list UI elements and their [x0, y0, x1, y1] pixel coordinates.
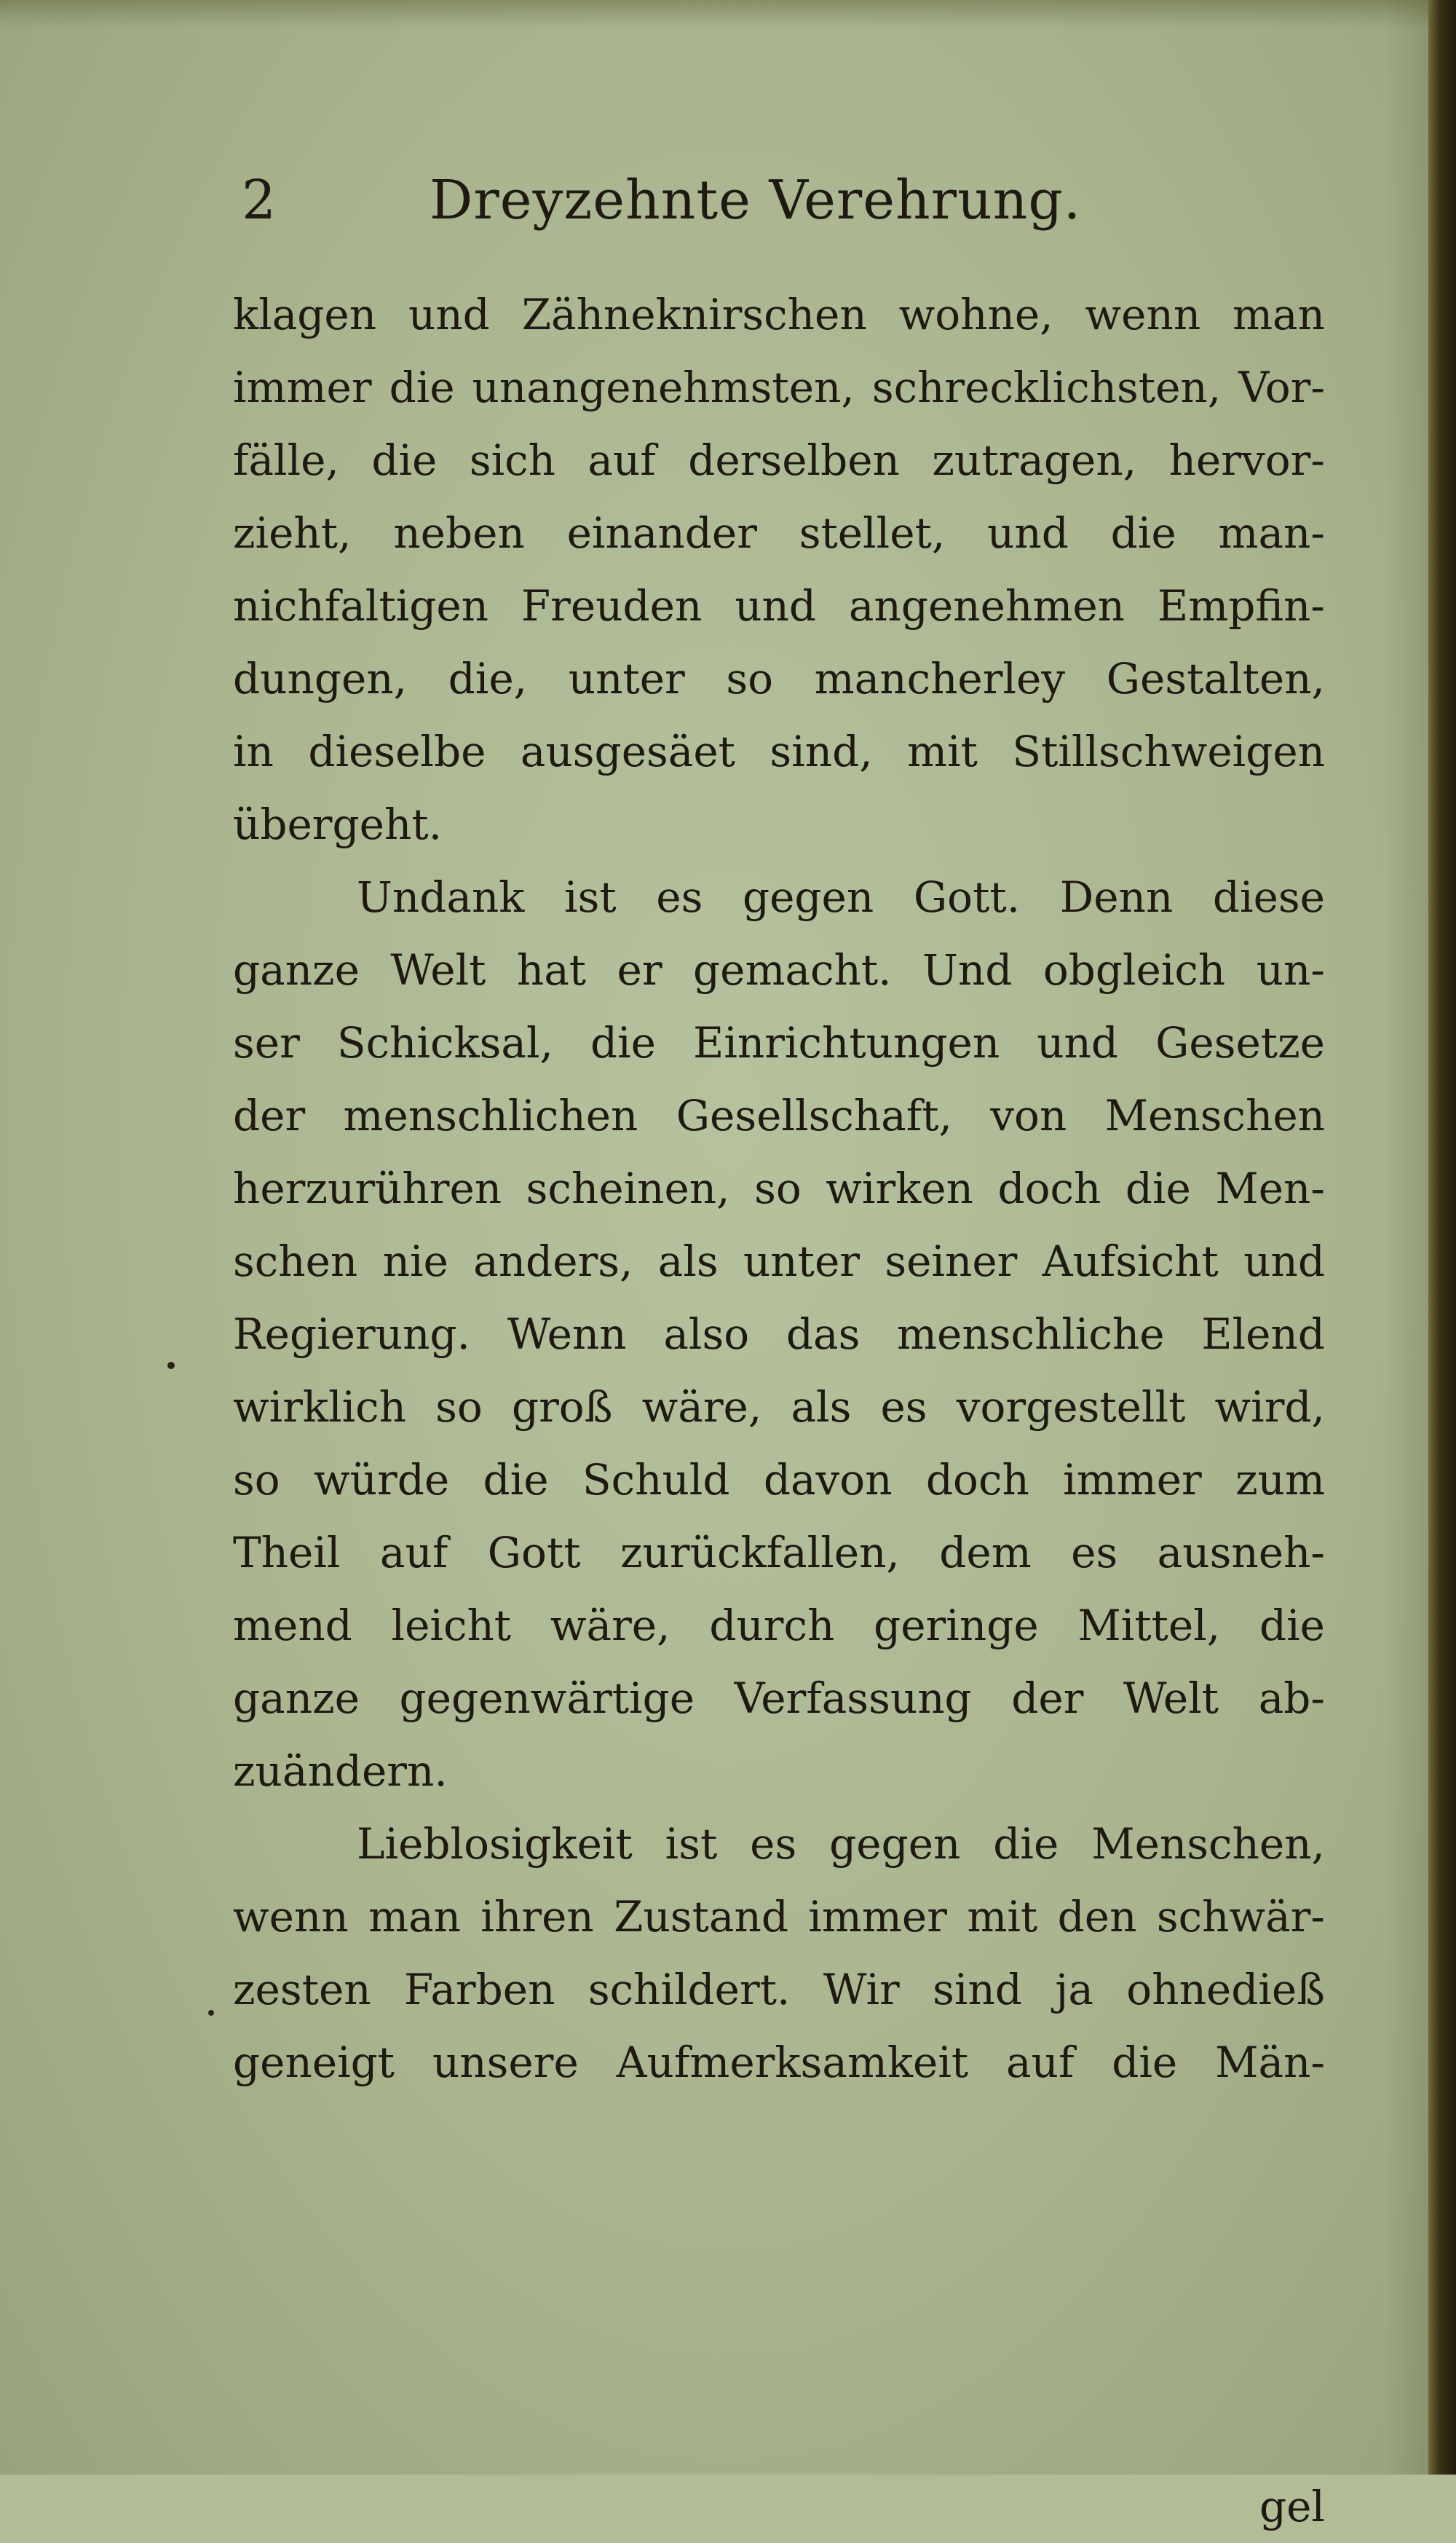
text-line: dungen, die, unter so mancherley Gestalten, — [233, 654, 1325, 703]
text-line: fälle, die sich auf derselben zutragen, hervor- — [233, 435, 1325, 485]
paragraph — [233, 278, 1325, 861]
ink-speck — [167, 1362, 175, 1369]
ink-speck — [208, 2010, 214, 2016]
body-text — [233, 278, 1325, 2531]
text-line: klagen und Zähneknirschen wohne, wenn man — [233, 290, 1325, 339]
text-line: Lieblosigkeit ist es gegen die Menschen, — [357, 1819, 1325, 1869]
text-line: in dieselbe ausgesäet sind, mit Stillschweigen — [233, 727, 1325, 776]
text-line: zuändern. — [233, 1746, 448, 1796]
text-line: zesten Farben schildert. Wir sind ja ohnedieß — [233, 1965, 1325, 2014]
page-top-shadow — [0, 0, 1456, 29]
text-line: zieht, neben einander stellet, und die man- — [233, 508, 1325, 558]
text-line: ser Schicksal, die Einrichtungen und Gesetze — [233, 1018, 1325, 1068]
text-line: geneigt unsere Aufmerksamkeit auf die Män- — [233, 2038, 1325, 2087]
paragraph — [233, 1807, 1325, 2099]
text-line: schen nie anders, als unter seiner Aufsicht und — [233, 1237, 1325, 1286]
text-line: ganze gegenwärtige Verfassung der Welt ab- — [233, 1673, 1325, 1723]
book-page — [218, 146, 1325, 2531]
binding-shade — [1385, 0, 1428, 2475]
page-number: 2 — [242, 169, 277, 232]
text-line: so würde die Schuld davon doch immer zum — [233, 1455, 1325, 1505]
page-header — [218, 146, 1310, 255]
text-line: wirklich so groß wäre, als es vorgestellt wird, — [233, 1382, 1325, 1432]
text-line: mend leicht wäre, durch geringe Mittel, die — [233, 1601, 1325, 1650]
text-line: Theil auf Gott zurückfallen, dem es ausneh- — [233, 1528, 1325, 1577]
text-line: wenn man ihren Zustand immer mit den schwär- — [233, 1892, 1325, 1941]
text-line: nichfaltigen Freuden und angenehmen Empfin- — [233, 581, 1325, 631]
text-line: herzurühren scheinen, so wirken doch die Men- — [233, 1164, 1325, 1213]
text-line: Undank ist es gegen Gott. Denn diese — [357, 872, 1325, 922]
text-line: übergeht. — [233, 800, 443, 849]
text-line: der menschlichen Gesellschaft, von Menschen — [233, 1091, 1325, 1140]
text-line: Regierung. Wenn also das menschliche Elend — [233, 1309, 1325, 1359]
text-line: immer die unangenehmsten, schrecklichsten, Vor- — [233, 363, 1325, 412]
text-line: ganze Welt hat er gemacht. Und obgleich un- — [233, 945, 1325, 995]
paragraph — [233, 861, 1325, 1807]
catchword: gel — [1259, 2482, 1325, 2531]
running-title: Dreyzehnte Verehrung. — [430, 169, 1082, 232]
page-edge — [1428, 0, 1456, 2475]
